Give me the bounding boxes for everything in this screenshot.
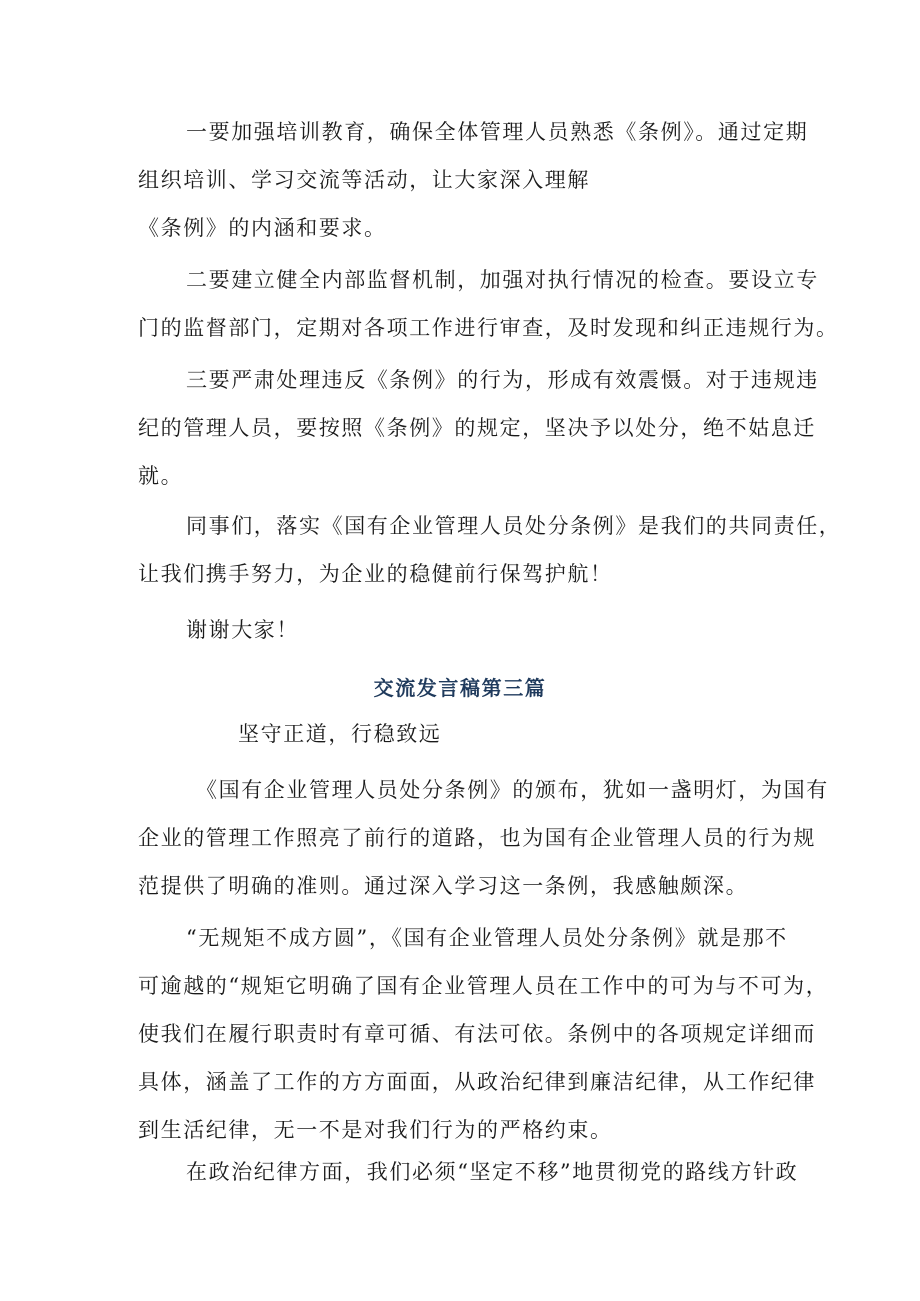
- text-line: 《国有企业管理人员处分条例》的颁布，犹如一盏明灯，为国有: [196, 778, 829, 802]
- paragraph-thanks: [138, 606, 798, 654]
- paragraph-discipline: [138, 356, 819, 500]
- text-line: 门的监督部门，定期对各项工作进行审查，及时发现和纠正违规行为。: [138, 316, 839, 340]
- text-line: 范提供了明确的准则。通过深入学习这一条例，我感触颇深。: [138, 874, 749, 898]
- text-line: 使我们在履行职责时有章可循、有法可依。条例中的各项规定详细而: [138, 1022, 816, 1046]
- section-heading: 交流发言稿第三篇: [373, 676, 547, 700]
- paragraph-rules: [138, 914, 829, 1154]
- text-line: 组织培训、学习交流等活动，让大家深入理解: [138, 168, 590, 192]
- text-line: 在政治纪律方面，我们必须“坚定不移”地贯彻党的路线方针政: [186, 1160, 799, 1184]
- paragraph-training: [138, 108, 809, 252]
- text-line: 可逾越的“规矩它明确了国有企业管理人员在工作中的可为与不可为，: [138, 974, 829, 998]
- text-line: 让我们携手努力，为企业的稳健前行保驾护航！: [138, 562, 613, 586]
- text-line: 谢谢大家！: [186, 618, 299, 642]
- text-line: 三要严肃处理违反《条例》的行为，形成有效震慑。对于违规违: [186, 368, 819, 392]
- text-line: 二要建立健全内部监督机制，加强对执行情况的检查。要设立专: [186, 268, 819, 292]
- text-line: 《条例》的内涵和要求。: [138, 216, 387, 240]
- paragraph-colleagues: [138, 502, 842, 598]
- text-line: 具体，涵盖了工作的方方面面，从政治纪律到廉洁纪律，从工作纪律: [138, 1070, 816, 1094]
- text-line: 一要加强培训教育，确保全体管理人员熟悉《条例》。通过定期: [186, 120, 809, 144]
- paragraph-supervision: [138, 256, 839, 352]
- text-line: “无规矩不成方圆”，《国有企业管理人员处分条例》就是那不: [186, 926, 788, 950]
- text-line: 企业的管理工作照亮了前行的道路，也为国有企业管理人员的行为规: [138, 826, 816, 850]
- text-line: 就。: [138, 464, 184, 488]
- text-line: 到生活纪律，无一不是对我们行为的严格约束。: [138, 1118, 613, 1142]
- text-line: 纪的管理人员，要按照《条例》的规定，坚决予以处分，绝不姑息迁: [138, 416, 816, 440]
- text-line: 同事们，落实《国有企业管理人员处分条例》是我们的共同责任，: [186, 514, 842, 538]
- paragraph-political: [138, 1148, 798, 1196]
- section-subtitle: 坚守正道，行稳致远: [238, 722, 442, 746]
- paragraph-intro: [138, 766, 829, 910]
